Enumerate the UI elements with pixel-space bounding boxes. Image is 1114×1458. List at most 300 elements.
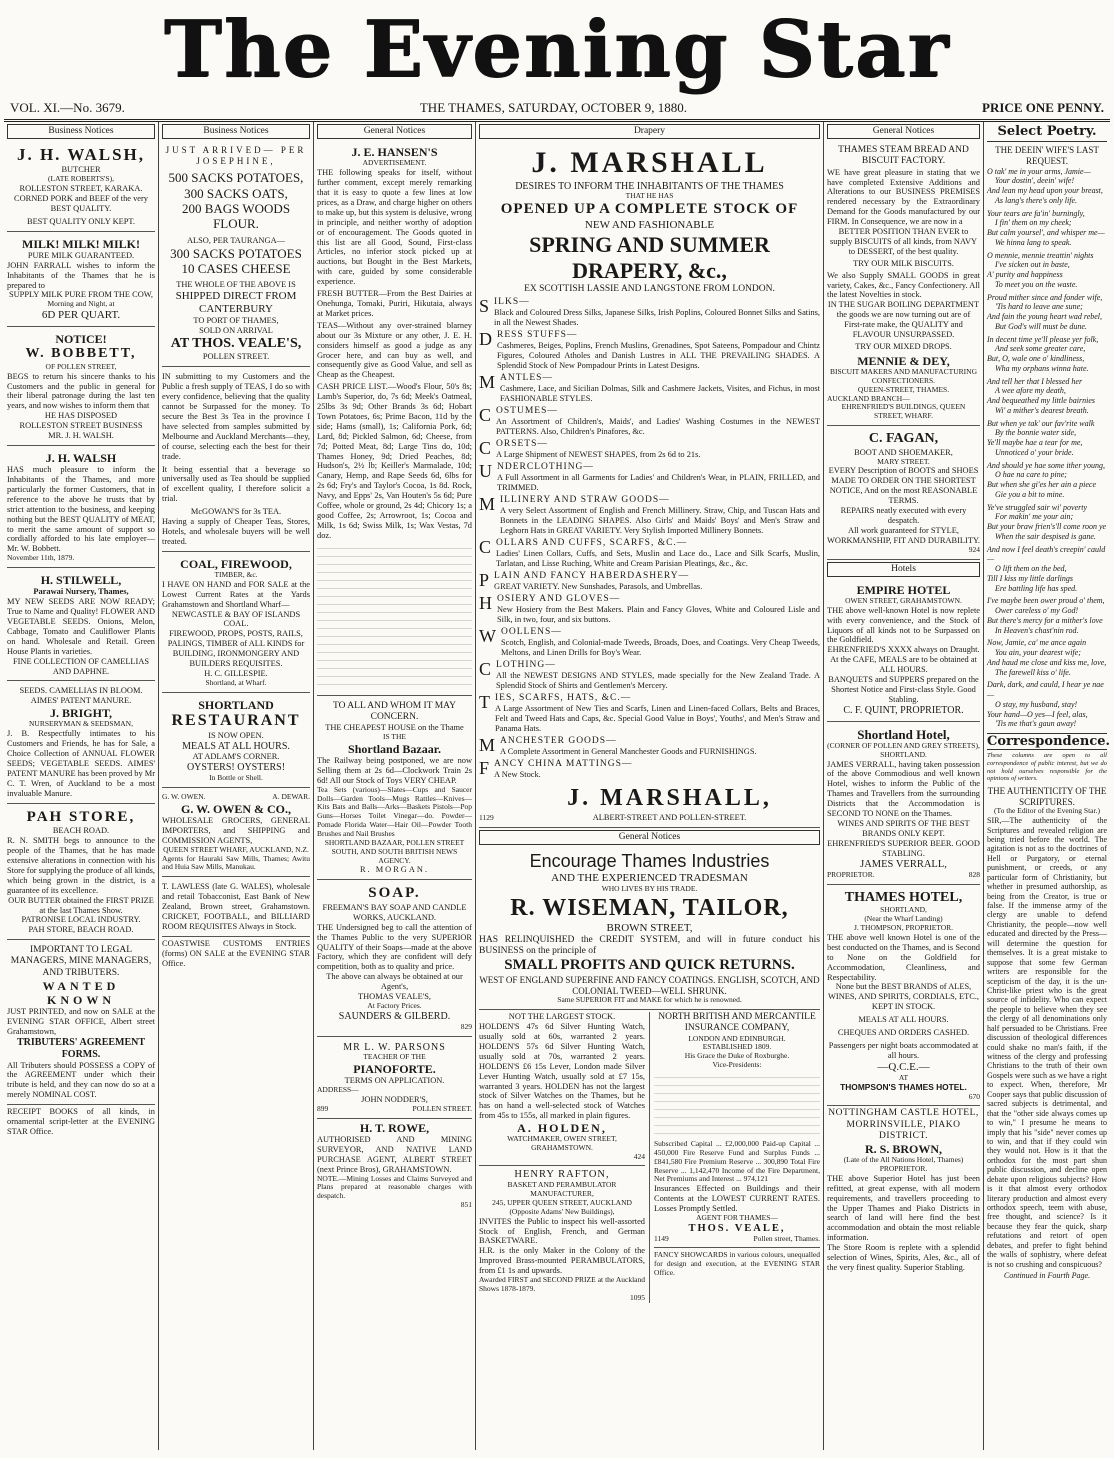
ad-address: POLLEN STREET. — [412, 1103, 472, 1113]
poem-line: In decent time ye'll please yer folk, — [987, 334, 1099, 344]
ad-text: Morning and Night, at — [47, 299, 115, 309]
ad-heading: SPRING AND SUMMER DRAPERY, &c., — [529, 231, 770, 283]
ad-sub: FREEMAN'S BAY SOAP AND CANDLE WORKS, AUCKLAND. — [322, 902, 467, 922]
ad-text: SOLD ON ARRIVAL — [199, 326, 273, 336]
item-title: ILLINERY AND STRAW GOODS— — [500, 495, 670, 506]
ad-text: BANQUETS and SUPPERS prepared on the Shortest Notice and First-class Style. Good Stabling. — [828, 675, 979, 704]
drapery-item-list — [479, 297, 820, 780]
correspondence-note: These columns are open to all correspondence of public interest, but we do not hold ourselves responsible for the opinions of writers. — [987, 752, 1107, 783]
ad-text: BEST QUALITY ONLY KEPT. — [26, 216, 136, 226]
ad-text: MEALS AT ALL HOURS. — [182, 740, 290, 752]
ad-text: I HAVE ON HAND and FOR SALE at the Lowest Current Rates at the Yards Grahamstown and Shortland Wharf— — [162, 579, 310, 609]
ad-item: 500 SACKS POTATOES, — [168, 170, 304, 186]
ad-sub: Parawai Nursery, Thames, — [33, 587, 129, 597]
poem-line: Till I kiss my little darlings — [987, 573, 1074, 583]
drop-initial: M — [479, 371, 496, 392]
walsh-notice — [7, 448, 155, 568]
item-text: Black and Coloured Dress Silks, Japanese Silks, Irish Poplins, Coloured Bonnet Silks and Satins, in all the Newest Shades. — [494, 308, 820, 328]
newspaper-page — [4, 4, 1110, 1450]
ad-heading: J. MARSHALL, — [567, 785, 772, 812]
drapery-item — [479, 406, 820, 437]
drop-initial: U — [479, 461, 492, 482]
ad-text: THAT HE HAS — [625, 191, 674, 201]
coal-ad — [162, 554, 310, 693]
ad-text: WEST OF ENGLAND SUPERFINE AND FANCY COATINGS. ENGLISH, SCOTCH, AND COLONIAL TWEED—WELL SHRUNK. — [479, 975, 820, 996]
item-title: ORSETS— — [496, 438, 548, 449]
ad-text: FRESH BUTTER—From the Best Dairies at Onehunga, Tomaki, Puriri, Hikutaia, always at Market prices. — [317, 289, 472, 318]
ad-sub: ALSO, PER TAURANGA— — [186, 235, 286, 245]
poem-line: For makin' me your ain; — [995, 512, 1074, 522]
ad-text: FIREWOOD, PROPS, POSTS, RAILS, PALINGS, TIMBER of ALL KINDS for BUILDING, IRONMONGERY AND BUILDERS REQUISITES. — [167, 629, 305, 669]
drapery-item — [479, 660, 820, 691]
masthead-title: The Evening Star — [163, 4, 951, 95]
ad-address: SHORTLAND BAZAAR, POLLEN STREET SOUTH, AND SOUTH BRITISH NEWS AGENCY. — [324, 837, 465, 865]
drop-initial: C — [479, 404, 492, 425]
ad-text: MR. J. H. WALSH. — [48, 431, 114, 441]
ad-text: BETTER POSITION THAN EVER to supply BISCUITS of all kinds, from NAVY to DESSERT, of the best quality. — [829, 227, 978, 256]
ad-text: CHEQUES AND ORDERS CASHED. — [837, 1028, 970, 1038]
ad-text: THE Undersigned beg to call the attention of the Thames Public to the very SUPERIOR QUALITY of their Soaps—made at the above Factory, which they are confident will defy competition, both as to quality and price. — [317, 922, 472, 972]
poem-line: I've sicken out in baste, — [995, 260, 1070, 270]
poem-line: Proud mither since and fonder wife, — [987, 292, 1103, 302]
ad-text: BEGS to return his sincere thanks to his Customers and the public in general for their liberal patronage during the last ten years, and now wishes to inform them that — [7, 371, 155, 411]
ad-sub: J. THOMPSON, PROPRIETOR. — [853, 923, 954, 933]
poem — [987, 167, 1107, 730]
ad-text: EHRENFRIED'S SUPERIOR BEER. GOOD STABLING. — [827, 838, 980, 858]
bottom-ads — [479, 1012, 820, 1302]
poem-line: Now, Jamie, ca' me ance again — [987, 638, 1087, 648]
ad-sub: BUTCHER — [61, 165, 101, 175]
ad-heading: MENNIE & DEY, — [857, 353, 950, 368]
poem-line: Gie you a bit to mine. — [995, 489, 1065, 499]
ad-text: At the CAFE, MEALS are to be obtained at ALL HOURS. — [830, 655, 977, 675]
item-title: NDERCLOTHING— — [497, 462, 594, 473]
hansen-ad — [317, 142, 472, 696]
ad-text: JOHN FARRALL wishes to inform the Inhabitants of the Thames that he is prepared to — [7, 260, 155, 290]
drapery-item — [479, 297, 820, 328]
ad-sub: NURSERYMAN & SEEDSMAN, — [29, 719, 133, 729]
drapery-item — [479, 538, 820, 569]
item-title: LAIN AND FANCY HABERDASHERY— — [494, 571, 690, 582]
ad-text: At Factory Prices. — [367, 1001, 422, 1011]
drop-initial: W — [479, 626, 496, 647]
drop-initial: M — [479, 494, 496, 515]
ad-text: HAS RELINQUISHED the CREDIT SYSTEM, and will in future conduct his BUSINESS on the principle of — [479, 935, 820, 957]
poem-line: Ere battling life has sped. — [995, 583, 1078, 593]
ad-text: The Store Room is replete with a splendid selection of Wines, Spirits, Ales, &c., all of the very finest quality. Superior Stabling. — [827, 1243, 980, 1272]
ad-number: 424 — [633, 1152, 645, 1162]
ad-text: THE above Superior Hotel has just been refitted, at great expense, with all modern requirements, and travellers proceeding to the Upper Thames and Piako Districts in search of land will here find the best accommodation and obtain the most reliable information. — [827, 1173, 980, 1243]
ad-text: His Grace the Duke of Roxburghe. — [684, 1051, 790, 1061]
pah-store-ad — [7, 806, 155, 941]
wiseman-ad — [479, 848, 820, 1010]
ad-number: 828 — [968, 870, 980, 880]
poem-line: Wi' a mither's dearest breath. — [995, 405, 1089, 415]
ad-text: EHRENFRIED'S XXXX always on Draught. — [827, 645, 980, 655]
poem-line: And now I feel death's creepin' cauld— — [987, 544, 1106, 564]
item-text: A Large Shipment of NEWEST SHAPES, from 2s 6d to 21s. — [496, 450, 701, 460]
ad-sub: (CORNER OF POLLEN AND GREY STREETS), SHORTLAND. — [827, 740, 980, 759]
ad-sub: OF POLLEN STREET, — [45, 361, 117, 371]
ad-heading: JAMES VERRALL, — [860, 858, 947, 870]
ad-text: JUST PRINTED, and now on SALE at the EVENING STAR OFFICE, Albert street Grahamstown, — [7, 1007, 155, 1036]
item-text: A Large Assortment of New Ties and Scarfs, Linen and Linen-faced Collars, Belts and Braces, Felt and Tweed Hats and Caps, &c. Special Good Value in Boys', Youths', and Men's Straw and Panama Hats. — [495, 704, 820, 734]
drapery-item — [479, 462, 820, 493]
parsons-ad — [317, 1039, 472, 1119]
ad-text: All work guaranteed for STYLE, WORKMANSHIP, FIT AND DURABILITY. — [827, 525, 981, 545]
ad-heading: THAMES STEAM BREAD AND BISCUIT FACTORY. — [838, 145, 969, 167]
item-text: Scotch, English, and Colonial-made Tweeds, Broads, Does, and Coatings. Very Cheap Tweeds, Meltons, and Linen Drills for Boy's Wear. — [501, 638, 820, 658]
ad-heading: Encourage Thames Industries — [529, 850, 770, 871]
price-list-continued — [317, 541, 472, 691]
ad-text: REPAIRS neatly executed with every despatch. — [840, 506, 967, 525]
walsh-butcher-ad — [7, 142, 155, 231]
poem-line: And haud me close and kiss me, love, — [987, 657, 1107, 667]
item-title: ANCHESTER GOODS— — [500, 736, 617, 747]
drapery-item — [479, 571, 820, 592]
lawless-ad: T. LAWLESS (late G. WALES), wholesale and retail Tobacconist, East Bank of New Zealand, Brown street, Grahamstown. CRICKET, FOOTBALL, and BILLIARD ROOM REQUISITES Always in Stock. — [162, 879, 310, 937]
ad-heading: MR L. W. PARSONS — [343, 1041, 446, 1053]
column-4-header: Drapery — [479, 124, 820, 139]
ad-number: 924 — [968, 544, 980, 554]
ad-heading: C. FAGAN, — [868, 431, 939, 447]
ad-heading: TRIBUTERS' AGREEMENT FORMS. — [16, 1036, 146, 1060]
poem-line: Your hand—O yes—I feel, alas, — [987, 709, 1088, 719]
poem-line: O lift them on the bed, — [995, 564, 1067, 574]
column-2-header: Business Notices — [162, 124, 310, 139]
ad-text: AND THE EXPERIENCED TRADESMAN — [551, 871, 748, 884]
ad-heading: J. H. WALSH — [45, 450, 117, 465]
drop-initial: C — [479, 659, 492, 680]
ad-heading: McGOWAN'S for 3s TEA. — [190, 507, 282, 517]
ad-text: EVERY Description of BOOTS and SHOES MADE TO ORDER ON THE SHORTEST NOTICE, And on the most REASONABLE TERMS. — [828, 466, 979, 506]
poem-line: Ye've struggled sair wi' poverty — [987, 502, 1088, 512]
poem-line: Dark, dark, and cauld, I hear ye nae— — [987, 680, 1104, 700]
tea-ad — [162, 369, 310, 551]
ad-sub: SEEDS. CAMELLIAS IN BLOOM. AIMES' PATENT MANURE. — [19, 686, 143, 706]
ad-heading: R. MORGAN. — [359, 865, 430, 875]
columns — [4, 122, 1110, 1450]
ad-heading: SAUNDERS & GILBERD. — [338, 1010, 451, 1022]
veale-produce-ad — [162, 142, 310, 367]
ad-text: FINE COLLECTION OF CAMELLIAS AND DAPHNE. — [12, 656, 150, 676]
ad-sub: A. DEWAR. — [272, 791, 310, 801]
ad-text: HAS much pleasure to inform the Inhabitants of the Thames, and more particularly the former Customers, that in reference to the above he trusts that by strict attention to the business, and keeping nothing but the BEST QUALITY of MEAT, to merit the same amount of support so cordially afforded to his late employer—Mr. W. Bobbett. — [7, 465, 155, 554]
ad-text: —Q.C.E.— — [877, 1060, 930, 1073]
poem-line: O stay, my husband, stay! — [995, 699, 1078, 709]
holden-rafton-col — [479, 1012, 650, 1302]
poem-line: But calm yoursel', and whisper me— — [987, 228, 1105, 238]
ad-text: OYSTERS! OYSTERS! — [186, 762, 286, 774]
ad-text: AUTHORISED AND MINING SURVEYOR, AND NATIVE LAND PURCHASE AGENT, ALBERT STREET (next Prince Bros), GRAHAMSTOWN. — [317, 1134, 472, 1174]
soap-ad — [317, 882, 472, 1036]
ad-heading: RESTAURANT — [171, 711, 301, 729]
poem-line: And tell her that I blessed her — [987, 376, 1083, 386]
ad-text: JOHN NODDER'S, — [361, 1095, 428, 1105]
item-title: OSIERY AND GLOVES— — [497, 594, 621, 605]
item-text: Ladies' Linen Collars, Cuffs, and Sets, Muslin and Lace do., Lace and Silk Scarfs, Muslin, Tarlatan, and Lisse Ruching, White and Cream Parisian Pleatings, &c., &c. — [496, 549, 820, 569]
ad-heading: H. C. GILLESPIE. — [204, 668, 268, 678]
ad-item: 10 CASES CHEESE — [181, 260, 291, 276]
ad-address: EHRENFRIED'S BUILDINGS, QUEEN STREET, WHARF. — [841, 402, 966, 421]
ad-heading: IMPORTANT TO LEGAL MANAGERS, MINE MANAGERS, AND TRIBUTERS. — [10, 945, 152, 978]
drop-initial: C — [479, 437, 492, 458]
drapery-item — [479, 627, 820, 658]
item-title: ILKS— — [494, 297, 530, 307]
ad-text: None but the BEST BRANDS of ALES, WINES, AND SPIRITS, CORDIALS, ETC., KEPT IN STOCK. — [828, 982, 979, 1012]
poem-line: A wee afore my death, — [995, 386, 1066, 396]
ad-heading: NOTTINGHAM CASTLE HOTEL, MORRINSVILLE, PIAKO DISTRICT. — [828, 1108, 979, 1141]
column-4-subheader: General Notices — [479, 830, 820, 845]
ad-heading: SOAP. — [368, 885, 421, 902]
masthead — [4, 4, 1110, 96]
poem-line: But there's mercy for a mither's love — [987, 615, 1103, 625]
ad-text: THE following speaks for itself, without further comment, except merely remarking that it is easy to quote a few lines at low prices, as a Draw, and charge higher on others to make up, but this system is delusive, wrong in principle, and neither worthy of adoption or of encouragement. The Goods quoted in this list are all Good, Sound, First-class Articles, no inferior stock picked up at auctions, but Bought in the Best Markets, with care, guided by some considerable experience. — [317, 168, 472, 287]
price: PRICE ONE PENNY. — [982, 100, 1104, 115]
drapery-item — [479, 373, 820, 404]
ad-heading: R. WISEMAN, TAILOR, — [510, 894, 789, 921]
poem-line: O mennie, mennie treattin' nights — [987, 250, 1094, 260]
coastwise-ad: COASTWISE CUSTOMS ENTRIES (forms) ON SALE at the EVENING STAR Office. — [162, 938, 310, 968]
ad-sub: BISCUIT MAKERS AND MANUFACTURING CONFECTIONERS. — [829, 367, 978, 385]
letter-salutation: (To the Editor of the Evening Star.) — [994, 806, 1100, 816]
drop-initial: C — [479, 537, 492, 558]
ad-heading: C. F. QUINT, PROPRIETOR. — [843, 704, 964, 716]
column-3 — [314, 122, 476, 1450]
ad-heading: OPENED UP A COMPLETE STOCK OF — [500, 201, 799, 218]
item-text: A New Stock. — [494, 770, 541, 780]
item-title: OSTUMES— — [496, 405, 558, 416]
poem-line: In Heaven's chast'nin rod. — [995, 625, 1079, 635]
ad-text: HE HAS DISPOSED — [44, 411, 118, 421]
item-text: A Full Assortment in all Garments for Ladies' and Children's Wear, in PLAIN, FRILLED, and TRIMMED. — [497, 473, 820, 493]
ad-heading: WANTED KNOWN — [42, 978, 120, 1008]
bright-ad — [7, 683, 155, 803]
ad-sub: PURE MILK GUARANTEED. — [27, 250, 135, 260]
biscuit-factory-ad — [827, 142, 980, 426]
ad-sub: Shortland, at Wharf. — [205, 677, 267, 687]
ad-text: J. B. Respectfully intimates to his Customers and Friends, he has for Sale, a Choice Collection of ANNUAL FLOWER SEEDS; VEGETABLE SEEDS. AIMES' PATENT MANURE has been proved by Mr C. T. Wren, of Auckland to be a most invaluable Manure. — [7, 729, 155, 798]
ad-address: 245, UPPER QUEEN STREET, AUCKLAND (Opposite Adams' New Buildings), — [492, 1197, 632, 1216]
ad-number: 1095 — [630, 1292, 645, 1302]
ad-heading: H. STILWELL, — [40, 573, 122, 588]
ad-text: AT — [898, 1072, 909, 1082]
ad-text: TEAS—Without any over-strained blarney about our 3s Mixture or any other, J. E. H. considers himself as good a judge as any Grocer here, and can buy as well, and consequently give as Good Value, and sell as Cheap as the Cheapest. — [317, 320, 472, 380]
bobbett-notice — [7, 329, 155, 446]
poem-line: O tak' me in your arms, Jamie— — [987, 166, 1091, 176]
ad-heading: PAH STORE, — [26, 808, 136, 825]
column-6 — [984, 122, 1110, 1450]
poem-line: As lang's there's only life. — [995, 195, 1078, 205]
rowe-ad — [317, 1121, 472, 1210]
ad-text: TERMS ON APPLICATION. — [344, 1076, 445, 1086]
ad-number: 1149 — [654, 1234, 669, 1244]
ad-sub: BEACH ROAD. — [52, 826, 110, 836]
dateline — [4, 96, 1110, 122]
poem-line: But your braw frien's'll come roon ye — [987, 522, 1107, 532]
ad-text: Vice-Presidents: — [712, 1060, 762, 1070]
drapery-item — [479, 736, 820, 757]
showcards-ad: FANCY SHOWCARDS in various colours, unequalled for design and execution, at the EVENING STAR Office. — [654, 1250, 820, 1277]
ad-text: WINES AND SPIRITS OF THE BEST BRANDS ONLY KEPT. — [837, 819, 970, 838]
shortland-hotel-ad — [827, 724, 980, 885]
item-text: An Assortment of Children's, Maids', and Ladies' Washing Costumes in the NEWEST PATTERNS. Also, Children's Pinafores, &c. — [496, 417, 820, 437]
poem-line: And lean my head upon your breast, — [987, 186, 1103, 196]
ad-heading: THOMPSON'S THAMES HOTEL. — [840, 1081, 967, 1092]
poem-line: But when ye tak' our fav'rite walk — [987, 418, 1095, 428]
ad-address: BROWN STREET, — [606, 922, 693, 935]
ad-text: TO PORT OF THAMES, — [193, 316, 279, 326]
item-text: All the NEWEST DESIGNS AND STYLES, made specially for the New Zealand Trade. A Splendid Stock of Shirts and Gentlemen's Mercery. — [496, 671, 820, 691]
ad-text: We also Supply SMALL GOODS in great variety, Cakes, &c., Fancy Confectionery. All the latest Novelties in stock. — [827, 270, 980, 300]
ad-heading: THOS. VEALE, — [688, 1222, 786, 1234]
ad-text: It being essential that a beverage so universally used as Tea should be supplied of excellent quality, I therefore solicit a trial. — [162, 464, 310, 504]
ad-text: Awarded FIRST and SECOND PRIZE at the Auckland Shows 1878-1879. — [479, 1275, 645, 1293]
ad-text: AT ADLAM'S CORNER. — [192, 752, 280, 762]
drapery-item — [479, 693, 820, 734]
ad-heading: W. BOBBETT, — [25, 346, 137, 362]
owen-ad — [162, 790, 310, 877]
ad-text: PAH STORE, BEACH ROAD. — [28, 925, 134, 935]
poem-line: Unnoticed o' your bride. — [995, 447, 1074, 457]
ad-address: POLLEN STREET. — [202, 352, 270, 362]
ad-heading: J. BRIGHT, — [49, 706, 113, 721]
ad-heading: AT THOS. VEALE'S, — [170, 335, 302, 351]
poem-line: And should ye hae some ither young, — [987, 460, 1105, 470]
ad-sub: (LATE ROBERTS'S), — [48, 174, 114, 184]
ad-sub: G. W. OWEN. — [162, 791, 206, 801]
receipt-books-ad: RECEIPT BOOKS of all kinds, in ornamental script-letter at the EVENING STAR Office. — [7, 1107, 155, 1136]
column-5 — [824, 122, 984, 1450]
place-date: THE THAMES, SATURDAY, OCTOBER 9, 1880. — [419, 100, 688, 115]
ad-text: Having a supply of Cheaper Teas, Stores, Hotels, and wholesale buyers will be well treated. — [162, 517, 310, 546]
ad-address: QUEEN STREET WHARF, AUCKLAND, N.Z. — [163, 844, 309, 854]
ad-text: MY NEW SEEDS ARE NOW READY; True to Name and Quality! FLOWER AND VEGETABLE SEEDS. Onions, Melon, Cabbage, Tomato and Cauliflower Plants on hand. Wholesale and Retail. Green House Plants in varieties. — [7, 597, 155, 656]
drop-initial: F — [479, 758, 490, 779]
ad-heading: MILK! MILK! MILK! — [22, 236, 140, 251]
insurance-col — [654, 1012, 820, 1302]
ad-text: OUR BUTTER obtained the FIRST PRIZE at the last Thames Show. — [8, 895, 154, 915]
ad-heading: A. HOLDEN, — [517, 1121, 607, 1136]
ad-text: WE have great pleasure in stating that we have completed Extensive Additions and Alterations to our BUSINESS PREMISES rendered necessary by the Extraordinary Demand for the Goods manufactured by our FIRM. In Consequence, we are now in a — [827, 167, 980, 227]
ad-item: 300 SACKS OATS, — [184, 185, 288, 201]
column-1 — [4, 122, 159, 1450]
ad-text: JAMES VERRALL, having taken possession of the above Commodious and well known Hotel, wishes to inform the Public of the Thames and Travellers from the surrounding Districts that the Accommodation is SECOND TO NONE on the Thames. — [827, 759, 980, 819]
ad-text: In Bottle or Shell. — [209, 773, 263, 783]
poem-line: And bequeathed my little bairnies — [987, 396, 1095, 406]
ad-text: The above can always be obtained at our Agent's, — [326, 972, 463, 992]
ad-address: MARY STREET. — [877, 456, 930, 466]
poem-line: By the bonnie water side, — [995, 428, 1077, 438]
ad-address: ALBERT-STREET AND POLLEN-STREET. — [592, 812, 747, 822]
ad-address: WATCHMAKER, OWEN STREET, GRAHAMSTOWN. — [507, 1134, 617, 1153]
ad-heading: NOTICE! — [55, 332, 107, 347]
ad-text: EX SCOTTISH LASSIE AND LANGSTONE FROM LONDON. — [524, 283, 775, 294]
drop-initial: P — [479, 570, 490, 591]
vice-presidents-list — [654, 1070, 820, 1140]
ad-text: H.R. is the only Maker in the Colony of the Improved Brass-mounted PERAMBULATORS, from £1 1s and upwards. — [479, 1246, 645, 1276]
ad-heading: TO ALL AND WHOM IT MAY CONCERN. — [332, 700, 457, 722]
ad-sub: TIMBER, &c. — [214, 569, 258, 579]
ad-text: PATRONISE LOCAL INDUSTRY. — [21, 915, 141, 925]
ad-address: SHORTLAND, — [880, 905, 927, 915]
hotels-header: Hotels — [827, 562, 980, 577]
poem-line: I've maybe been ower proud o' them, — [987, 596, 1105, 606]
poem-line: The farewell kiss o' life. — [995, 667, 1071, 677]
ad-date: November 11th, 1879. — [7, 553, 75, 563]
drop-initial: H — [479, 593, 492, 614]
ad-heading: SHORTLAND — [198, 697, 274, 712]
ad-address: (Near the Wharf Landing) — [864, 914, 943, 924]
item-title: LOTHING— — [496, 660, 556, 671]
drapery-item — [479, 330, 820, 371]
thames-hotel-ad — [827, 887, 980, 1106]
poem-line: But, O, wale one o' kindliness, — [987, 354, 1085, 364]
item-title: OOLLENS— — [501, 627, 562, 638]
poem-line: 'Tis hard to leave ane sune; — [995, 302, 1083, 312]
poem-line: But when she gi'es her ain a piece — [987, 480, 1097, 490]
ad-text: AUCKLAND BRANCH— — [827, 393, 910, 403]
ad-text: NOTE.—Mining Losses and Claims Surveyed and Plans prepared at reasonable charges with despatch. — [317, 1173, 472, 1201]
ad-heading: J. E. HANSEN'S — [351, 145, 438, 160]
ad-heading: J. MARSHALL — [531, 146, 768, 180]
ad-text: THOMAS VEALE'S, — [357, 992, 431, 1002]
ad-sub: BOOT AND SHOEMAKER, — [854, 447, 953, 457]
ad-heading: EMPIRE HOTEL — [856, 582, 951, 597]
ad-text: AGENT FOR THAMES— — [696, 1212, 778, 1222]
item-title: ANTLES— — [500, 372, 553, 383]
item-text: GREAT VARIETY. New Sunshades, Parasols, and Umbrellas. — [494, 582, 703, 592]
ad-number: 851 — [460, 1200, 472, 1210]
ad-heading: TRY OUR MIXED DROPS. — [855, 342, 952, 352]
poem-title: THE DEEIN' WIFE'S LAST REQUEST. — [995, 145, 1099, 166]
volume-number: VOL. XI.—No. 3679. — [10, 100, 125, 115]
poem-line: Ye'll maybe hae a tear for me, — [987, 438, 1083, 448]
ad-text: CORNED PORK and BEEF of the very BEST QUALITY. — [14, 193, 148, 213]
poem-line: To meet you on the waste. — [995, 279, 1078, 289]
empire-hotel-ad — [827, 580, 980, 722]
item-title: OLLARS AND CUFFS, SCARFS, &C.— — [496, 538, 688, 549]
ad-number: 670 — [968, 1091, 980, 1101]
ad-text: Insurances Effected on Buildings and their Contents at the LOWEST CURRENT RATES. Losses Promptly Settled. — [654, 1184, 820, 1214]
ad-address: QUEEN-STREET, THAMES. — [857, 384, 950, 394]
column-3-header: General Notices — [317, 124, 472, 139]
ad-address: Pollen street, Thames. — [753, 1234, 820, 1244]
poem-line: A' purity and happiness — [987, 270, 1063, 280]
tributers-ad — [7, 942, 155, 1105]
ad-heading: H. T. ROWE, — [359, 1120, 430, 1135]
ad-heading: JUST ARRIVED— PER JOSEPHINE, — [165, 145, 307, 166]
ad-text: IS NOW OPEN. — [208, 730, 264, 740]
restaurant-ad — [162, 695, 310, 788]
poem-line: Ower careless o' my God! — [995, 606, 1079, 616]
ad-text: THE above well known Hotel is one of the best conducted on the Thames, and is Second to None on the Goldfield for Accommodation, Cleanliness, and Respectability. — [827, 932, 980, 982]
ad-heading: TRY OUR MILK BISCUITS. — [853, 258, 954, 268]
ad-address: ROLLESTON STREET, KARAKA. — [19, 184, 143, 193]
item-text: New Hosiery from the Best Makers. Plain and Fancy Gloves, White and Coloured Lisle and Silk, in two, four, and six buttons. — [497, 605, 820, 625]
poem-line: And seek some greater care, — [995, 344, 1086, 354]
ad-text: NEWCASTLE & BAY OF ISLANDS COAL. — [171, 609, 301, 629]
ad-item: 300 SACKS POTATOES — [170, 245, 302, 261]
ad-text: WHOLESALE GROCERS, GENERAL IMPORTERS, and SHIPPING and COMMISSION AGENTS, — [162, 815, 310, 845]
poem-line: Wha my orphans winna hate. — [995, 363, 1089, 373]
drapery-item — [479, 594, 820, 625]
ad-text: CASH PRICE LIST.—Wood's Flour, 50's 8s; Lamb's Superior, do, 7s 6d; Meek's Oatmeal, 25lbs 3s 9d; Other Brands 3s 6d; Hobart Town Potatoes, 6s; Prime Bacon, 11d by the side; Hams (small), 1s; California Pork, 6d; Lard, 8d; Pickled Salmon, 6d; Cheese, from 7d; Potted Meat, 8d; Large Tins do, 10d; Thames Honey, 9d; Dried Peaches, 8d; Hudson's, 2½ lb; Keiller's Marmalade, 10d; Canary, Hemp, and Rape Seeds 6d, 6lbs for 2s 6d; Fry's and Taylor's Cocoa, 1s 8d. Rock, Navy, and Epps' 2s, Van Houten's 5s 6d; Pure Coffee, whole or ground, 2s 4d; Chicory 1s; a good Coffee, 2s; Arrowroot, 1s; Cocoa and Milk, 1s 6d; Swiss Milk, 1s; Wax Vestas, 7d doz. — [317, 382, 472, 540]
ad-text: ROLLESTON STREET BUSINESS — [19, 421, 143, 431]
ad-number: 1129 — [479, 812, 494, 822]
column-1-header: Business Notices — [7, 124, 155, 139]
ad-heading: THAMES HOTEL, — [844, 889, 963, 905]
